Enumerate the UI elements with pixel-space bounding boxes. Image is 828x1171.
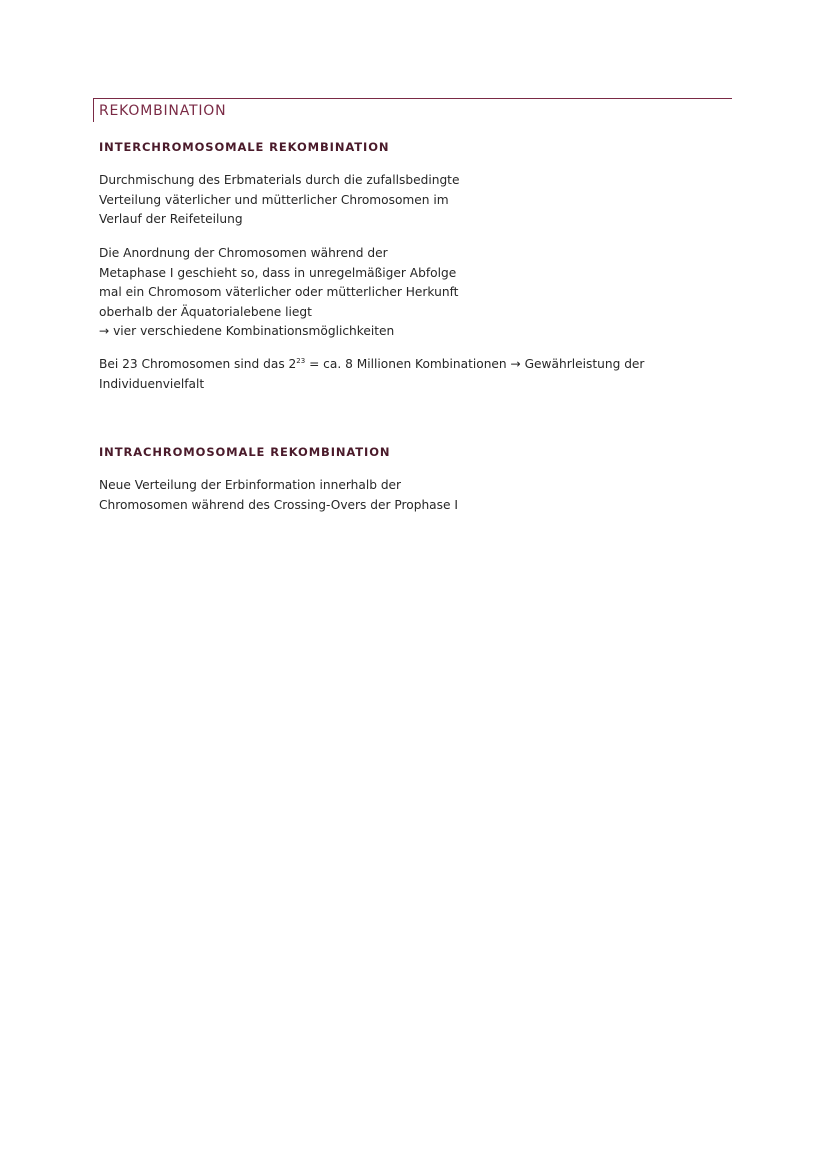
main-heading-box [93,98,732,122]
paragraph-metaphase-arrangement [99,244,719,342]
text-line: Chromosomen während des Crossing-Overs der Prophase I [99,497,458,512]
text-line: oberhalb der Äquatorialebene liegt [99,304,312,319]
section-title-interchromosomal: INTERCHROMOSOMALE REKOMBINATION [99,140,390,154]
text-line: Neue Verteilung der Erbinformation innerhalb der [99,478,402,492]
text-line: mal ein Chromosom väterlicher oder mütterlicher Herkunft [99,285,459,299]
text-after-exponent: = ca. 8 Millionen Kombinationen → Gewährleistung der [305,357,645,371]
text-line: Individuenvielfalt [99,376,205,391]
text-line: Metaphase I geschieht so, dass in unregelmäßiger Abfolge [99,265,457,280]
paragraph-combination-count [99,355,719,394]
section-title-intrachromosomal: INTRACHROMOSOMALE REKOMBINATION [99,445,391,459]
text-before-exponent: Bei 23 Chromosomen sind das 2 [99,357,297,371]
exponent: 23 [296,357,306,365]
main-heading: REKOMBINATION [99,103,227,119]
text-line: → vier verschiedene Kombinationsmöglichkeiten [99,324,395,338]
text-line: Die Anordnung der Chromosomen während der [99,246,388,260]
text-line: Verteilung väterlicher und mütterlicher Chromosomen im [99,192,449,207]
paragraph-interchromosomal-definition [99,171,719,230]
paragraph-intrachromosomal-definition [99,476,719,515]
text-line [99,355,719,375]
text-line: Verlauf der Reifeteilung [99,212,243,226]
text-line: Durchmischung des Erbmaterials durch die zufallsbedingte [99,173,460,187]
